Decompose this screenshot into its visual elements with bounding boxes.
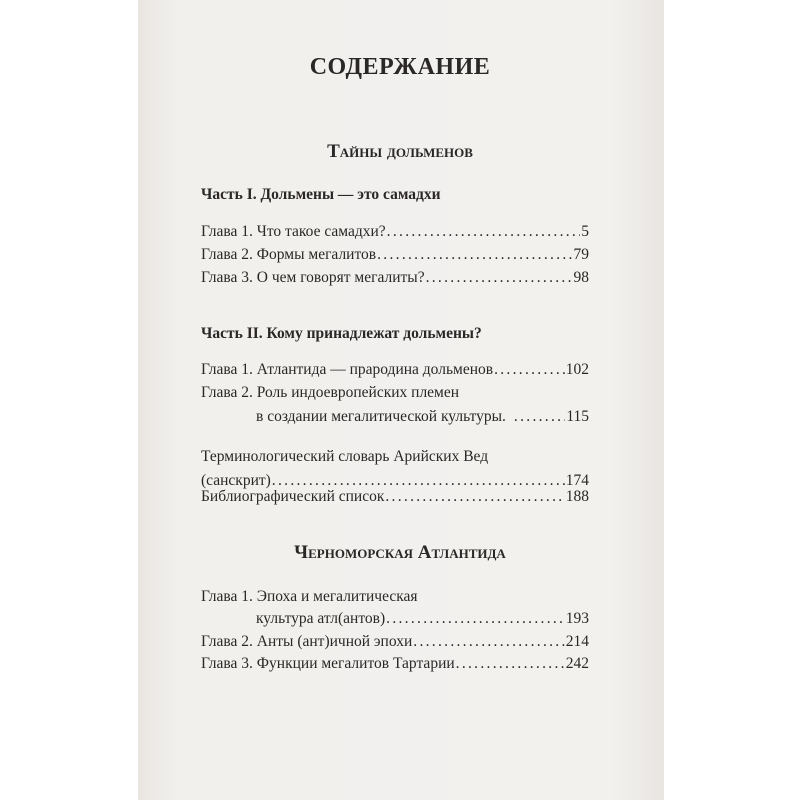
- entry-page: 188: [565, 488, 589, 505]
- toc-entry[interactable]: [201, 223, 589, 241]
- leader-dots: [413, 633, 564, 651]
- entry-label: Глава 2. Формы мегалитов: [201, 246, 377, 263]
- toc-entry[interactable]: [201, 361, 589, 379]
- entry-page: 242: [565, 655, 589, 672]
- toc-entry[interactable]: [201, 269, 589, 287]
- toc-entry-bibliography[interactable]: [201, 488, 589, 506]
- entry-page: 98: [573, 269, 589, 286]
- leader-dots: [387, 223, 581, 241]
- entry-label: культура атл(антов): [256, 610, 386, 627]
- entry-page: 193: [565, 610, 589, 627]
- leader-dots: [426, 269, 573, 287]
- leader-dots: [377, 246, 572, 264]
- entry-page: 115: [566, 408, 589, 425]
- toc-entry[interactable]: [256, 408, 589, 426]
- toc-entry[interactable]: [201, 655, 589, 673]
- entry-label: Глава 3. Функции мегалитов Тартарии: [201, 655, 455, 672]
- entry-label[interactable]: Глава 2. Роль индоевропейских племен: [201, 384, 460, 401]
- entry-label: Глава 2. Анты (ант)ичной эпохи: [201, 633, 413, 650]
- leader-dots: [456, 655, 565, 673]
- entry-label: в создании мегалитической культуры.: [256, 408, 506, 425]
- entry-page: 79: [573, 246, 589, 263]
- entry-page: 5: [581, 223, 589, 240]
- toc-entry[interactable]: [256, 610, 589, 628]
- entry-label: Библиографический список: [201, 488, 385, 505]
- entry-label: Глава 3. О чем говорят мегалиты?: [201, 269, 425, 286]
- entry-page: 214: [565, 633, 589, 650]
- entry-label: (санскрит): [201, 472, 271, 489]
- leader-dots: [514, 408, 565, 426]
- entry-label: Глава 1. Атлантида — прародина дольменов: [201, 361, 494, 378]
- part1-title: Часть I. Дольмены — это самадхи: [201, 186, 441, 203]
- entry-page: 102: [565, 361, 589, 378]
- entry-label[interactable]: Терминологический словарь Арийских Вед: [201, 448, 489, 465]
- book2-title: Черноморская Атлантида: [294, 542, 506, 563]
- part2-title: Часть II. Кому принадлежат дольмены?: [201, 325, 482, 342]
- page-title: СОДЕРЖАНИЕ: [309, 54, 491, 80]
- leader-dots: [494, 361, 565, 379]
- entry-page: 174: [565, 472, 589, 489]
- entry-label[interactable]: Глава 1. Эпоха и мегалитическая: [201, 588, 418, 605]
- leader-dots: [386, 610, 565, 628]
- toc-entry[interactable]: [201, 246, 589, 264]
- leader-dots: [385, 488, 564, 506]
- entry-label: Глава 1. Что такое самадхи?: [201, 223, 386, 240]
- toc-entry[interactable]: [201, 633, 589, 651]
- book1-title: Тайны дольменов: [327, 141, 473, 162]
